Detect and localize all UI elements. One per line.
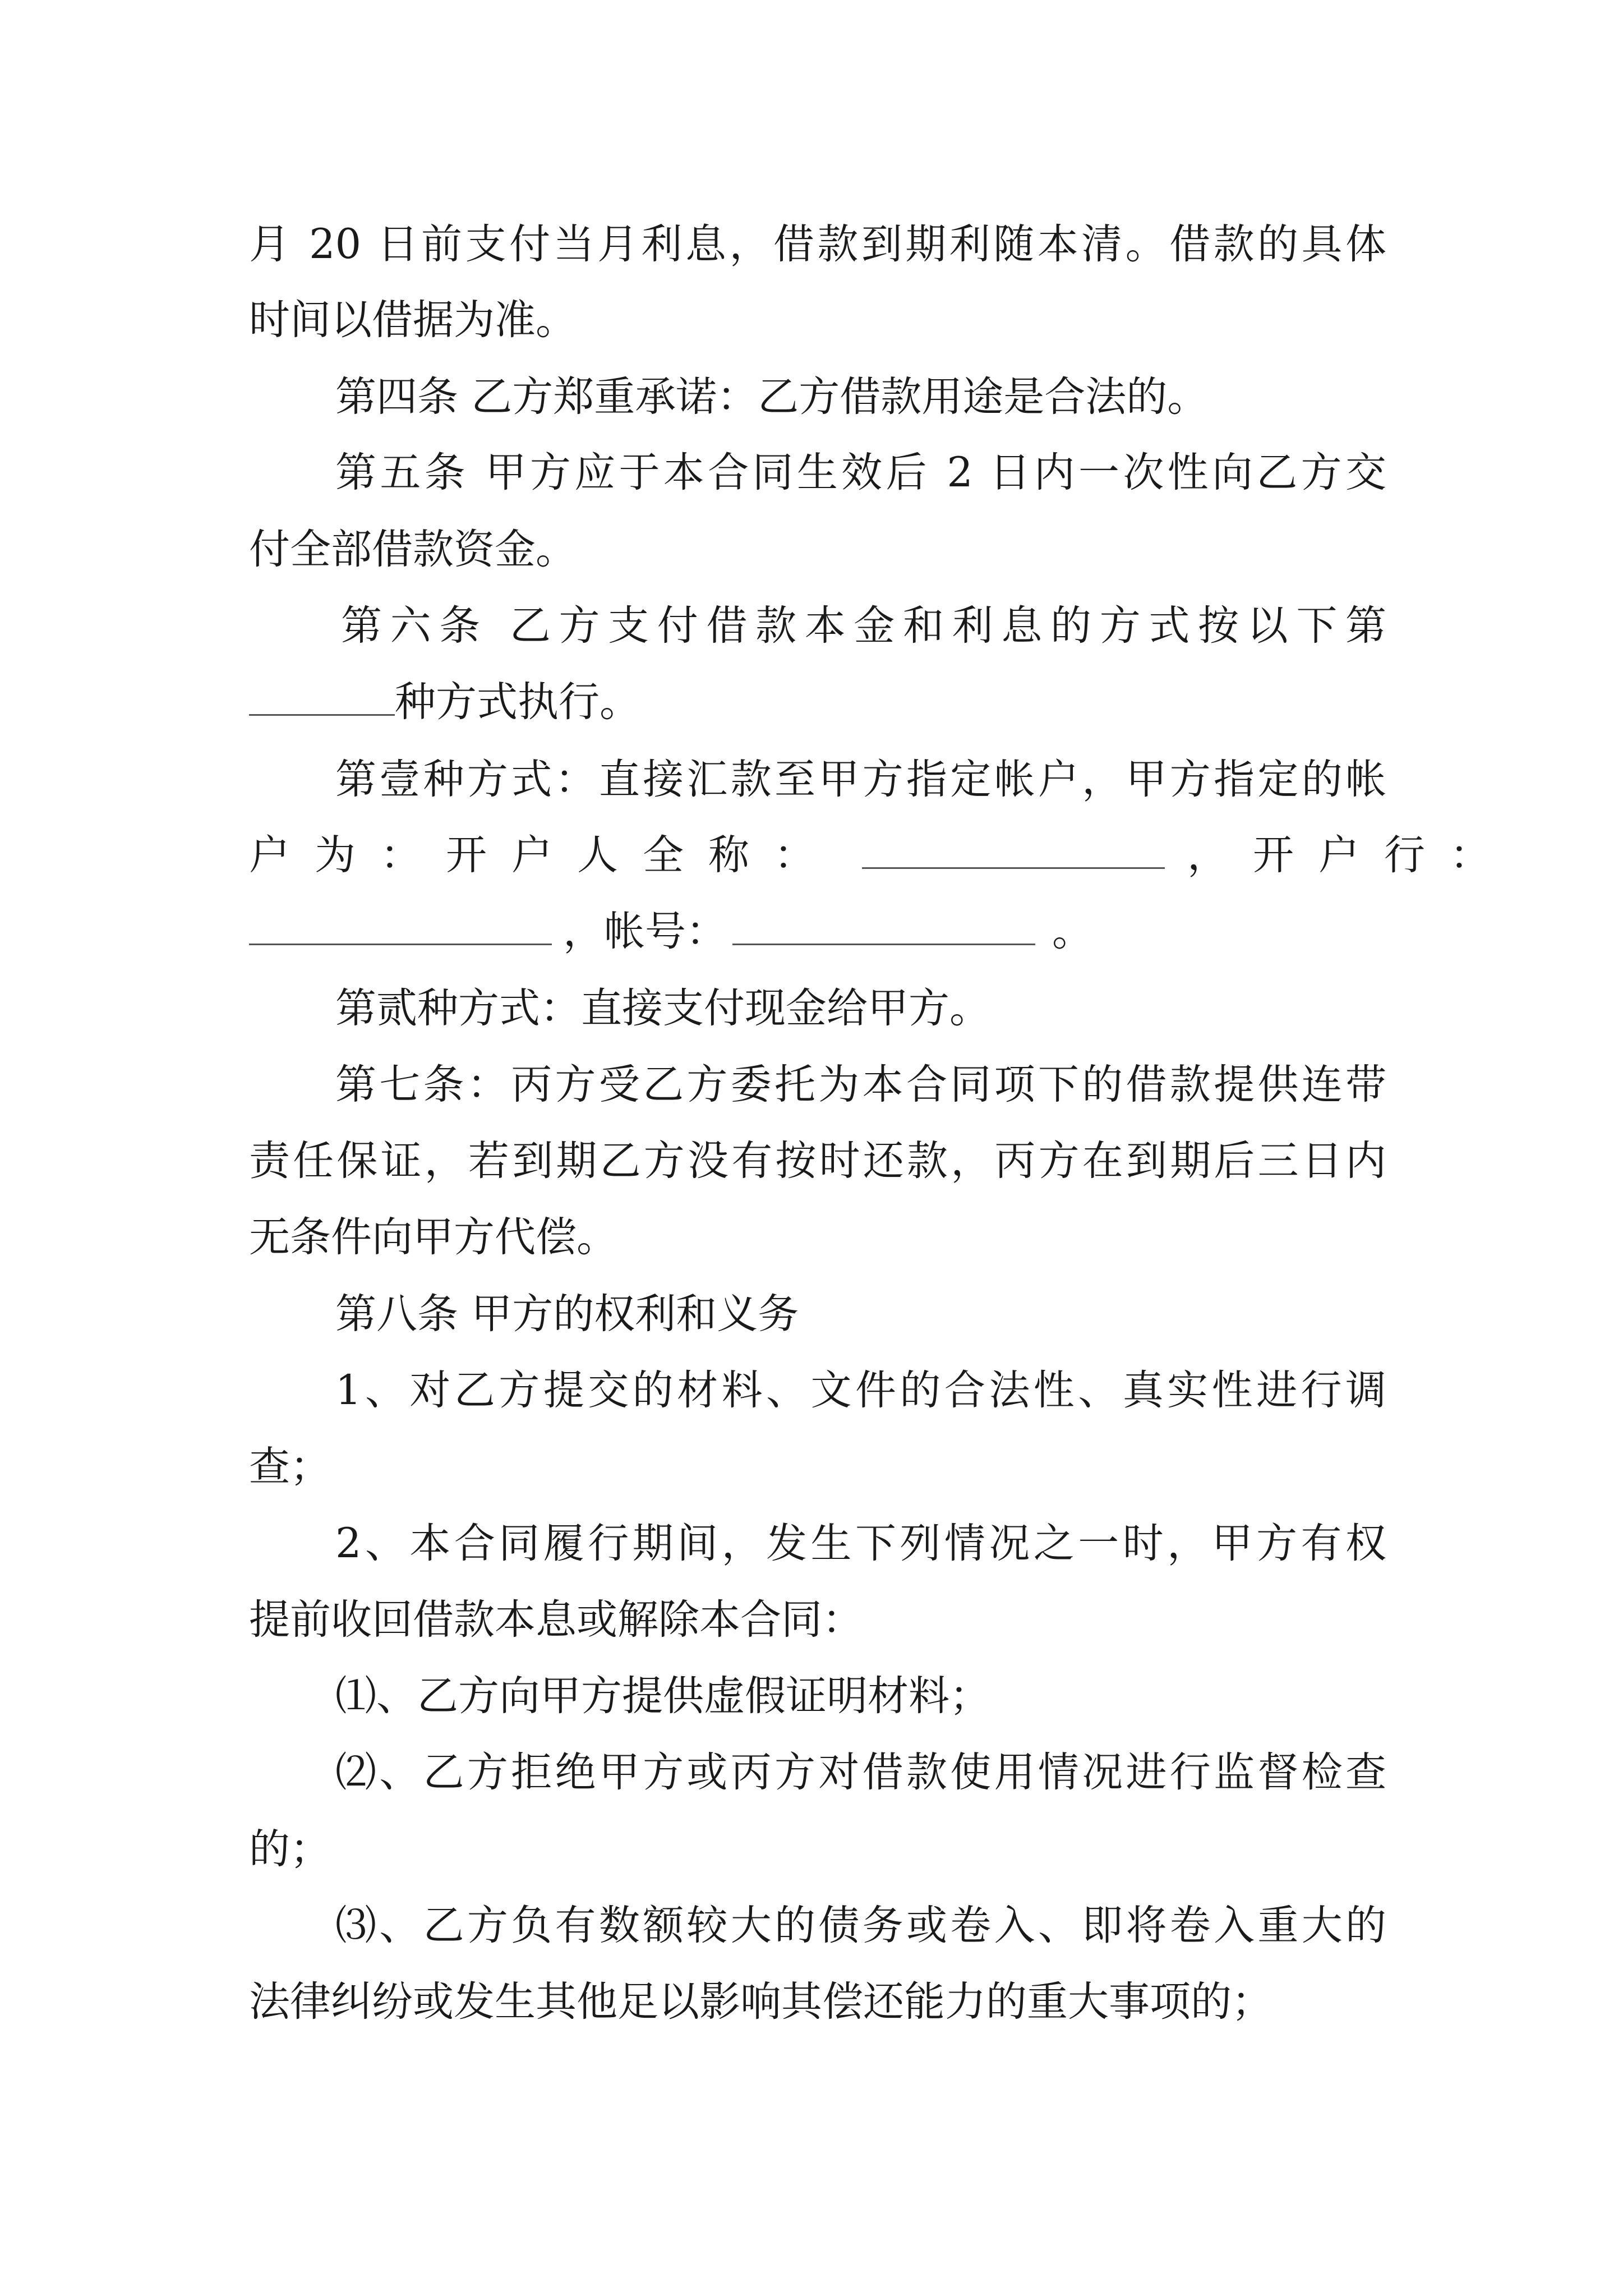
text-line: 无条件向甲方代偿。 (249, 1213, 617, 1261)
account-number-blank[interactable] (732, 911, 1035, 945)
clause-2: 2、本合同履行期间，发生下列情况之一时，甲方有权 (335, 1520, 1386, 1567)
account-holder-blank[interactable] (862, 835, 1165, 869)
item-1: ⑴、乙方向甲方提供虚假证明材料； (335, 1672, 990, 1720)
text-line (249, 664, 1386, 740)
article-5: 第五条 甲方应于本合同生效后 2 日内一次性向乙方交 (335, 449, 1386, 496)
item-3: ⑶、乙方负有数额较大的债务或卷入、即将卷入重大的 (335, 1902, 1386, 1949)
method-1: 第壹种方式：直接汇款至甲方指定帐户，甲方指定的帐 (335, 756, 1386, 803)
text-fragment: ，帐号： (563, 908, 727, 955)
text-line: 提前收回借款本息或解除本合同： (249, 1596, 863, 1644)
text-line: 责任保证，若到期乙方没有按时还款，丙方在到期后三日内 (249, 1137, 1386, 1185)
choice-blank[interactable] (249, 682, 395, 716)
text-line: 付全部借款资金。 (249, 526, 577, 573)
text-line: 的； (249, 1825, 331, 1873)
text-line: 月 20 日前支付当月利息，借款到期利随本清。借款的具体 (249, 220, 1386, 268)
text-line: 法律纠纷或发生其他足以影响其偿还能力的重大事项的； (249, 1978, 1272, 2026)
text-line: 查； (249, 1443, 331, 1490)
text-fragment: 种方式执行。 (395, 678, 640, 726)
item-2: ⑵、乙方拒绝甲方或丙方对借款使用情况进行监督检查 (335, 1749, 1386, 1796)
article-4: 第四条 乙方郑重承诺：乙方借款用途是合法的。 (335, 373, 1209, 421)
text-fragment: 。 (1052, 908, 1093, 955)
text-fragment: ，开户行： (1187, 831, 1515, 879)
article-7: 第七条：丙方受乙方委托为本合同项下的借款提供连带 (335, 1061, 1386, 1108)
account-line (249, 817, 1515, 894)
text-line: 时间以借据为准。 (249, 296, 577, 344)
account-number-line (249, 894, 1386, 970)
clause-1: 1、对乙方提交的材料、文件的合法性、真实性进行调 (335, 1366, 1386, 1414)
article-6: 第六条 乙方支付借款本金和利息的方式按以下第 (341, 602, 1386, 650)
article-8: 第八条 甲方的权利和义务 (335, 1290, 799, 1338)
bank-blank[interactable] (249, 911, 552, 945)
method-2: 第贰种方式：直接支付现金给甲方。 (335, 984, 990, 1032)
text-fragment: 户为：开户人全称： (249, 831, 840, 879)
